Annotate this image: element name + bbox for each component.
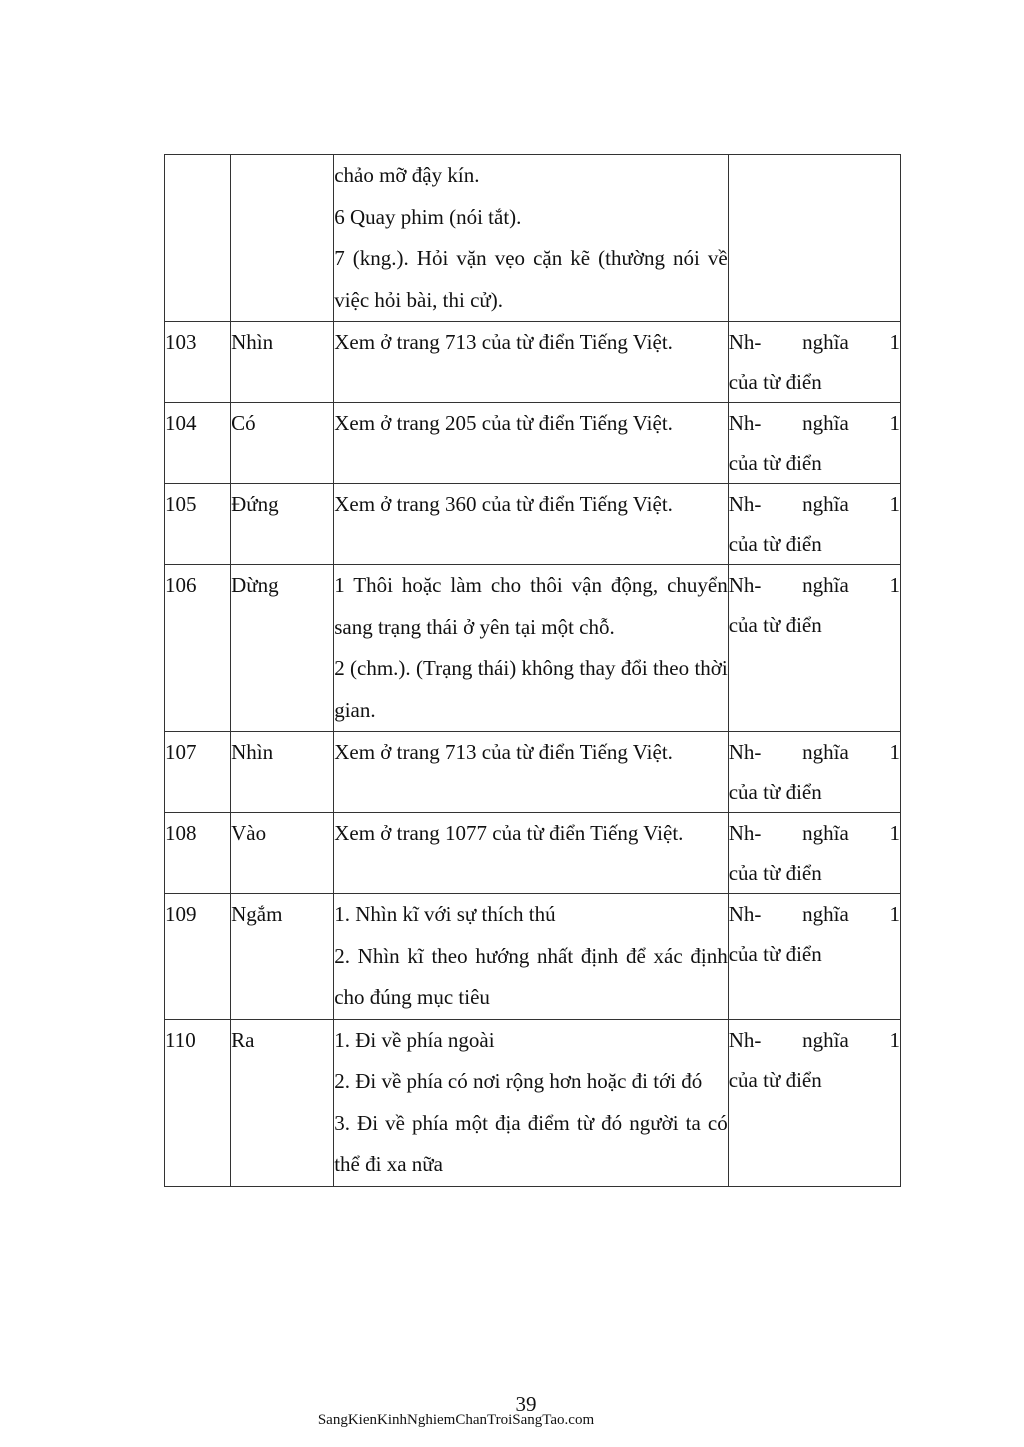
note-word: Nh- — [728, 740, 762, 764]
definition-line: 3. Đi về phía một địa điểm từ đó người ta có thể đi xa nữa — [334, 1110, 728, 1176]
entry-note — [728, 155, 900, 322]
entry-definition — [334, 484, 729, 565]
note-word: Nh- — [728, 1027, 762, 1052]
note-word: Nh- — [728, 573, 762, 597]
table-row — [165, 894, 901, 1020]
entry-definition — [334, 732, 729, 813]
note-first-line — [729, 813, 900, 853]
table-row — [165, 484, 901, 565]
note-word: nghĩa — [802, 573, 849, 597]
table-row — [165, 1019, 901, 1186]
note-second-line: của từ điển — [728, 451, 822, 475]
note-word: 1 — [889, 902, 900, 926]
page-number: 39 — [515, 1392, 537, 1416]
entry-number: 110 — [165, 1019, 231, 1186]
entry-definition — [334, 565, 729, 732]
note-second-line: của từ điển — [728, 780, 822, 804]
table-body — [165, 155, 901, 1187]
note-word: nghĩa — [802, 330, 849, 354]
note-word: 1 — [889, 411, 900, 435]
entry-word: Ngắm — [231, 894, 334, 1020]
entry-definition — [334, 1019, 729, 1186]
definition-line: chảo mỡ đậy kín. — [334, 163, 480, 187]
entry-number: 109 — [165, 894, 231, 1020]
table-row — [165, 813, 901, 894]
definition-line: 6 Quay phim (nói tắt). — [334, 204, 522, 229]
table-row — [165, 403, 901, 484]
definition-line: 2 (chm.). (Trạng thái) không thay đổi theo thời gian. — [334, 656, 728, 722]
note-second-line: của từ điển — [728, 613, 822, 637]
note-word: 1 — [889, 740, 900, 764]
entry-definition — [334, 403, 729, 484]
entry-note — [728, 813, 900, 894]
note-first-line — [729, 894, 900, 934]
note-word: 1 — [889, 330, 900, 354]
note-word: Nh- — [728, 492, 762, 516]
entry-number: 106 — [165, 565, 231, 732]
note-first-line — [729, 1020, 900, 1060]
definition-line: Xem ở trang 1077 của từ điển Tiếng Việt. — [334, 821, 684, 845]
entry-word: Dừng — [231, 565, 334, 732]
entry-number: 104 — [165, 403, 231, 484]
note-second-line: của từ điển — [728, 532, 822, 556]
definition-line: Xem ở trang 205 của từ điển Tiếng Việt. — [334, 411, 673, 435]
note-word: 1 — [889, 492, 900, 516]
note-word: Nh- — [728, 902, 762, 926]
entry-word: Nhìn — [231, 322, 334, 403]
note-word: Nh- — [728, 821, 762, 845]
entry-word: Có — [231, 403, 334, 484]
entry-word: Đứng — [231, 484, 334, 565]
note-word: nghĩa — [802, 411, 849, 435]
entry-definition — [334, 155, 729, 322]
note-first-line — [729, 322, 900, 362]
note-word: nghĩa — [802, 902, 849, 926]
table-row — [165, 322, 901, 403]
entry-word: Vào — [231, 813, 334, 894]
entry-word: Nhìn — [231, 732, 334, 813]
entry-number: 108 — [165, 813, 231, 894]
note-word: Nh- — [728, 411, 762, 435]
note-first-line — [729, 732, 900, 772]
definition-line: 1. Nhìn kĩ với sự thích thú — [334, 902, 556, 926]
note-word: 1 — [889, 1027, 900, 1052]
entry-note — [728, 565, 900, 732]
note-word: 1 — [889, 573, 900, 597]
note-word: nghĩa — [802, 1027, 849, 1052]
definition-line: Xem ở trang 360 của từ điển Tiếng Việt. — [334, 492, 673, 516]
definition-line: 1. Đi về phía ngoài — [334, 1027, 495, 1052]
note-second-line: của từ điển — [728, 370, 822, 394]
note-word: nghĩa — [802, 821, 849, 845]
entry-note — [728, 1019, 900, 1186]
entry-note — [728, 894, 900, 1020]
definition-line: 2. Nhìn kĩ theo hướng nhất định để xác định cho đúng mục tiêu — [334, 943, 728, 1009]
entry-number: 103 — [165, 322, 231, 403]
note-first-line — [729, 403, 900, 443]
note-word: nghĩa — [802, 740, 849, 764]
entry-word: Ra — [231, 1019, 334, 1186]
entry-note — [728, 403, 900, 484]
definition-line: 1 Thôi hoặc làm cho thôi vận động, chuyển sang trạng thái ở yên tại một chỗ. — [334, 573, 728, 639]
table-row — [165, 732, 901, 813]
definition-line: 2. Đi về phía có nơi rộng hơn hoặc đi tới đó — [334, 1069, 703, 1093]
footer-site: SangKienKinhNghiemChanTroiSangTao.com — [317, 1412, 595, 1428]
entry-number — [165, 155, 231, 322]
definition-line: 7 (kng.). Hỏi vặn vẹo cặn kẽ (thường nói về việc hỏi bài, thi cử). — [334, 246, 728, 312]
entry-definition — [334, 813, 729, 894]
entry-number: 105 — [165, 484, 231, 565]
entry-note — [728, 484, 900, 565]
entry-definition — [334, 322, 729, 403]
note-word: Nh- — [728, 330, 762, 354]
note-second-line: của từ điển — [728, 942, 822, 966]
note-second-line: của từ điển — [728, 861, 822, 885]
note-first-line — [729, 565, 900, 605]
entry-note — [728, 732, 900, 813]
dictionary-table — [164, 154, 901, 1187]
note-first-line — [729, 484, 900, 524]
note-second-line: của từ điển — [728, 1067, 822, 1092]
definition-line: Xem ở trang 713 của từ điển Tiếng Việt. — [334, 330, 673, 354]
note-word: 1 — [889, 821, 900, 845]
entry-note — [728, 322, 900, 403]
definition-line: Xem ở trang 713 của từ điển Tiếng Việt. — [334, 740, 673, 764]
table-row — [165, 565, 901, 732]
note-word: nghĩa — [802, 492, 849, 516]
entry-word — [231, 155, 334, 322]
table-row — [165, 155, 901, 322]
entry-definition — [334, 894, 729, 1020]
entry-number: 107 — [165, 732, 231, 813]
